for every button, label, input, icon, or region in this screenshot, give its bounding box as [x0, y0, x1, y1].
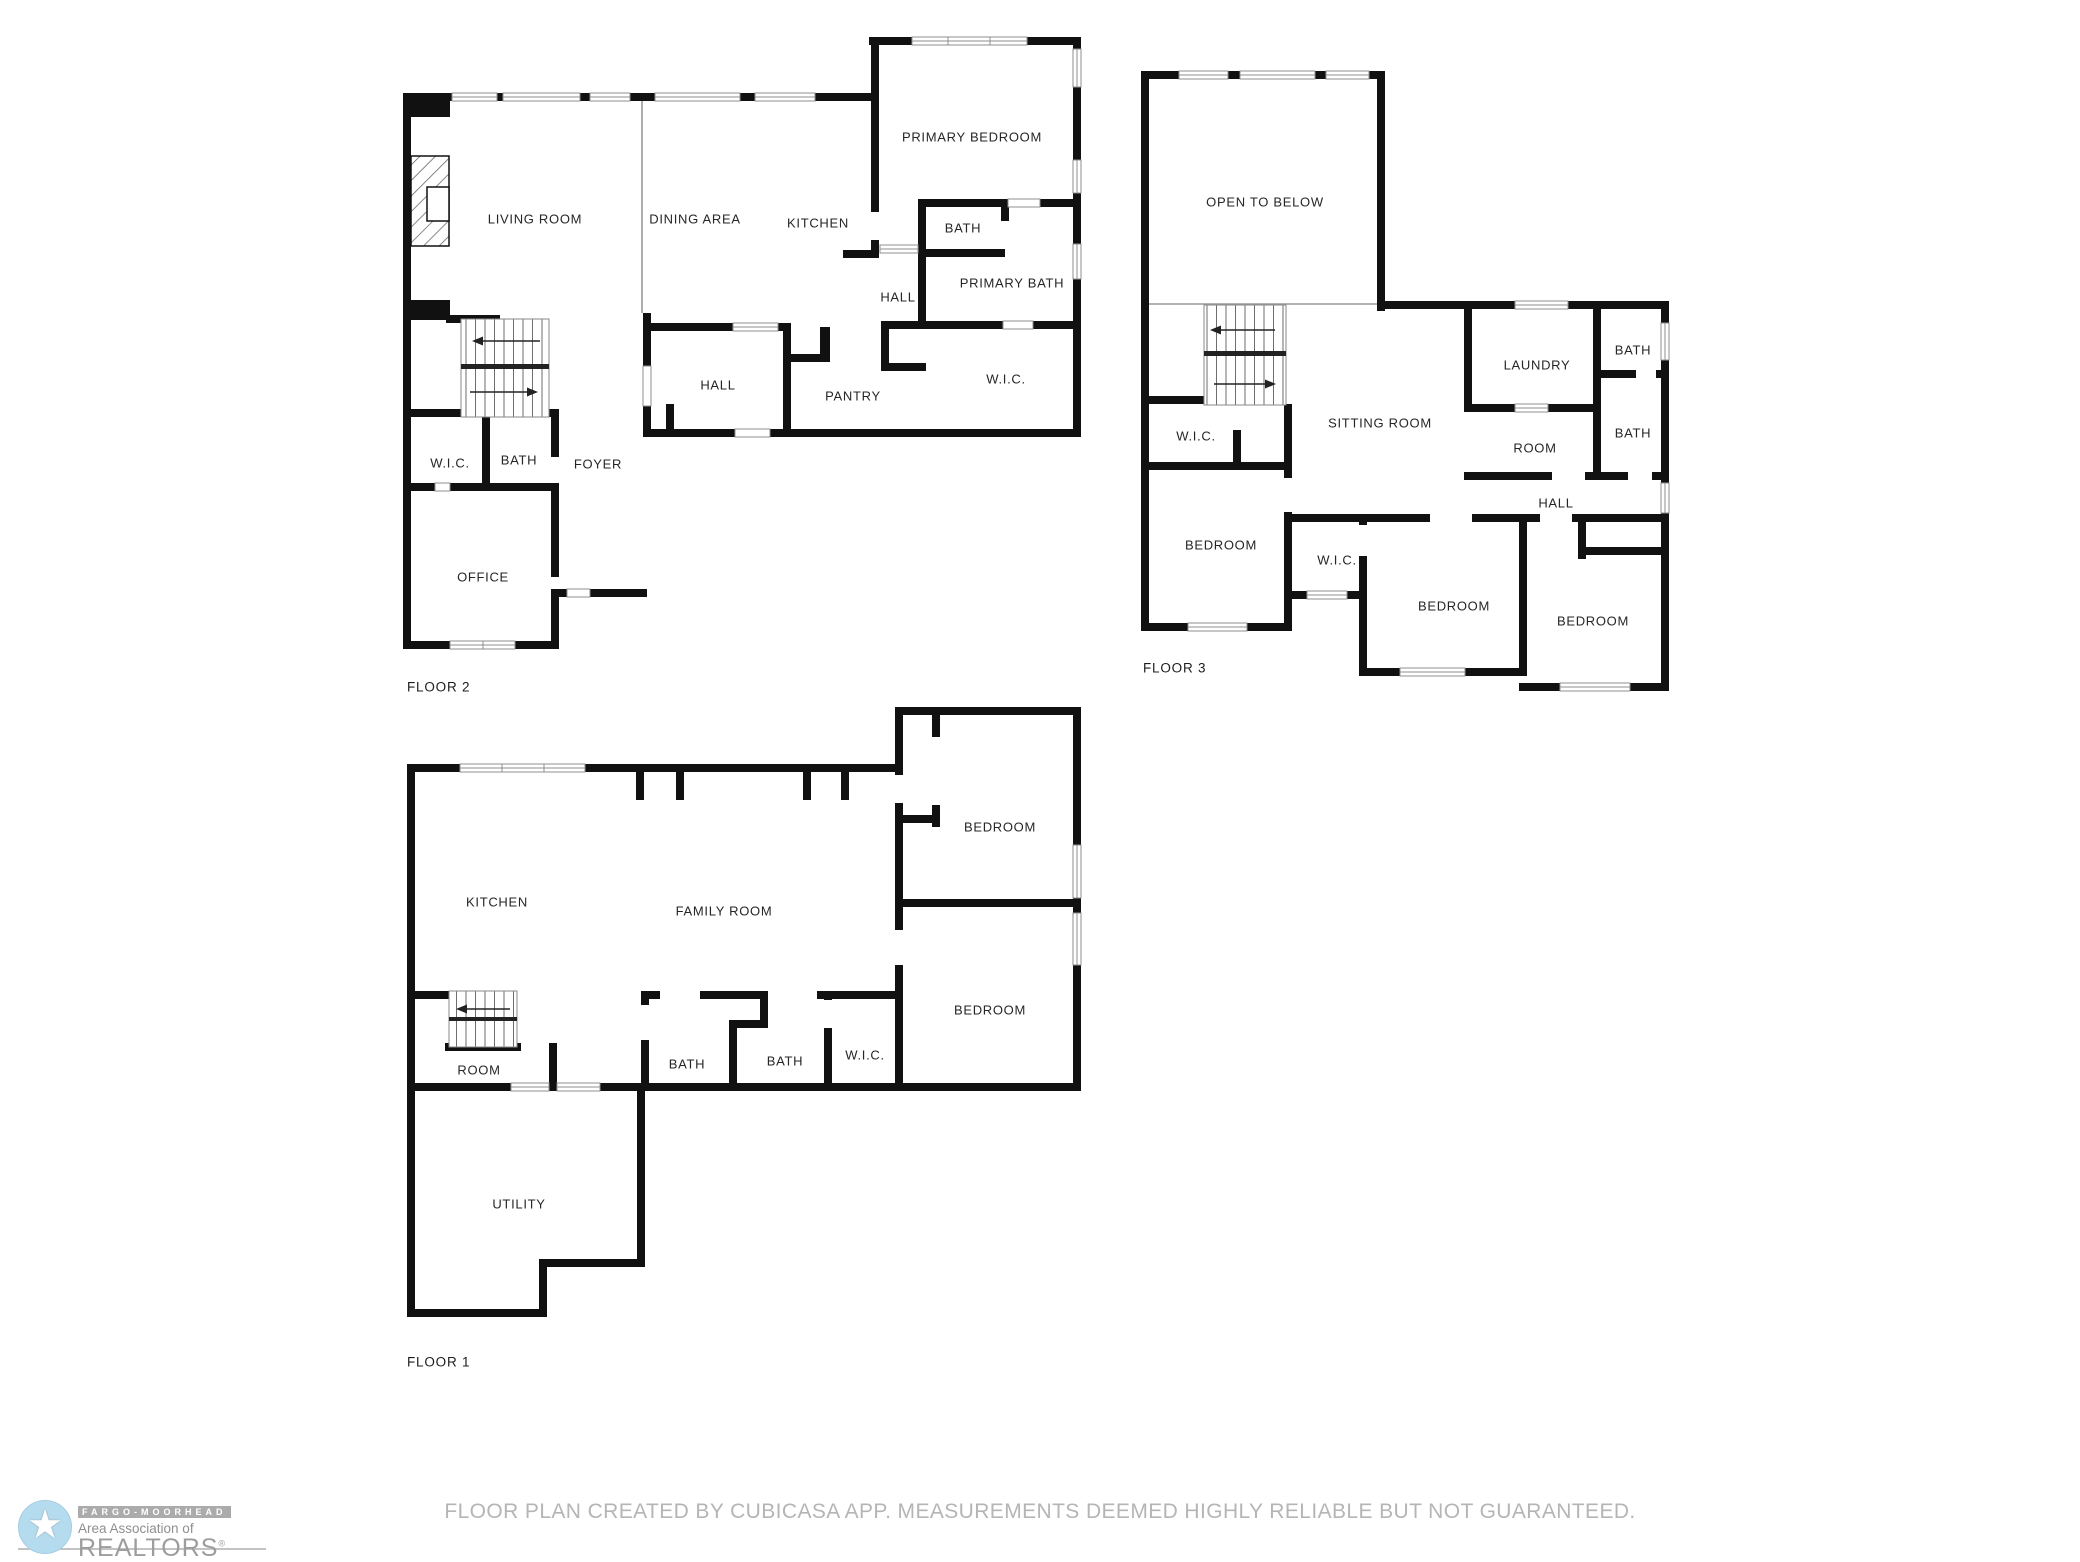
floor-label-floor-2: FLOOR 2 [407, 679, 471, 695]
floor1-window-mullions [460, 764, 1077, 1087]
floor3-stairs [1204, 305, 1286, 405]
room-label-utility: UTILITY [492, 1196, 546, 1212]
room-label-hall: HALL [1538, 495, 1574, 511]
floor2-plan [403, 37, 1081, 695]
logo-line-area-association: Area Association of [78, 1521, 194, 1536]
floor1-windows [460, 764, 1081, 1091]
footer-disclaimer: FLOOR PLAN CREATED BY CUBICASA APP. MEASUREMENTS DEEMED HIGHLY RELIABLE BUT NOT GUARANTEED. [444, 1500, 1636, 1523]
floor2-fireplace [411, 156, 449, 246]
room-label-pantry: PANTRY [825, 388, 881, 404]
room-label-kitchen: KITCHEN [787, 215, 849, 231]
room-label-w-i-c: W.I.C. [1317, 552, 1357, 568]
room-label-primary-bath: PRIMARY BATH [959, 275, 1065, 291]
room-label-family-room: FAMILY ROOM [675, 903, 773, 919]
registered-mark: ® [218, 1538, 227, 1549]
room-label-bedroom: BEDROOM [953, 1002, 1027, 1018]
floor-label-floor-3: FLOOR 3 [1143, 660, 1207, 676]
room-label-bedroom: BEDROOM [963, 819, 1037, 835]
room-label-room: ROOM [457, 1062, 501, 1078]
room-label-bath: BATH [944, 220, 982, 236]
room-label-w-i-c: W.I.C. [845, 1047, 885, 1063]
room-label-bath: BATH [668, 1056, 706, 1072]
room-label-bath: BATH [500, 452, 538, 468]
floor1-plan [407, 707, 1081, 1370]
floor1-stairs [449, 991, 517, 1047]
room-label-dining-area: DINING AREA [649, 211, 741, 227]
room-label-room: ROOM [1513, 440, 1557, 456]
room-label-w-i-c: W.I.C. [1176, 428, 1216, 444]
floor-label-floor-1: FLOOR 1 [407, 1354, 471, 1370]
room-label-bath: BATH [1614, 425, 1652, 441]
room-label-laundry: LAUNDRY [1503, 357, 1571, 373]
logo-line-realtors: REALTORS® [78, 1534, 227, 1562]
room-label-w-i-c: W.I.C. [986, 371, 1026, 387]
room-label-living-room: LIVING ROOM [487, 211, 583, 227]
room-label-hall: HALL [700, 377, 736, 393]
room-label-kitchen: KITCHEN [466, 894, 528, 910]
floor2-stairs [461, 319, 549, 417]
room-label-bedroom: BEDROOM [1184, 537, 1258, 553]
star-icon: ★ [27, 1503, 63, 1547]
room-label-hall: HALL [880, 289, 916, 305]
floor3-plan [1141, 71, 1669, 691]
room-label-bath: BATH [1614, 342, 1652, 358]
room-label-foyer: FOYER [573, 456, 623, 472]
room-label-primary-bedroom: PRIMARY BEDROOM [901, 129, 1043, 145]
logo-line-fargo-moorhead: FARGO-MOORHEAD [78, 1506, 231, 1518]
room-label-bath: BATH [766, 1053, 804, 1069]
room-label-office: OFFICE [457, 569, 509, 585]
room-label-open-to-below: OPEN TO BELOW [1206, 194, 1324, 210]
room-label-w-i-c: W.I.C. [430, 455, 470, 471]
room-label-sitting-room: SITTING ROOM [1328, 415, 1432, 431]
room-label-bedroom: BEDROOM [1556, 613, 1630, 629]
room-label-bedroom: BEDROOM [1417, 598, 1491, 614]
